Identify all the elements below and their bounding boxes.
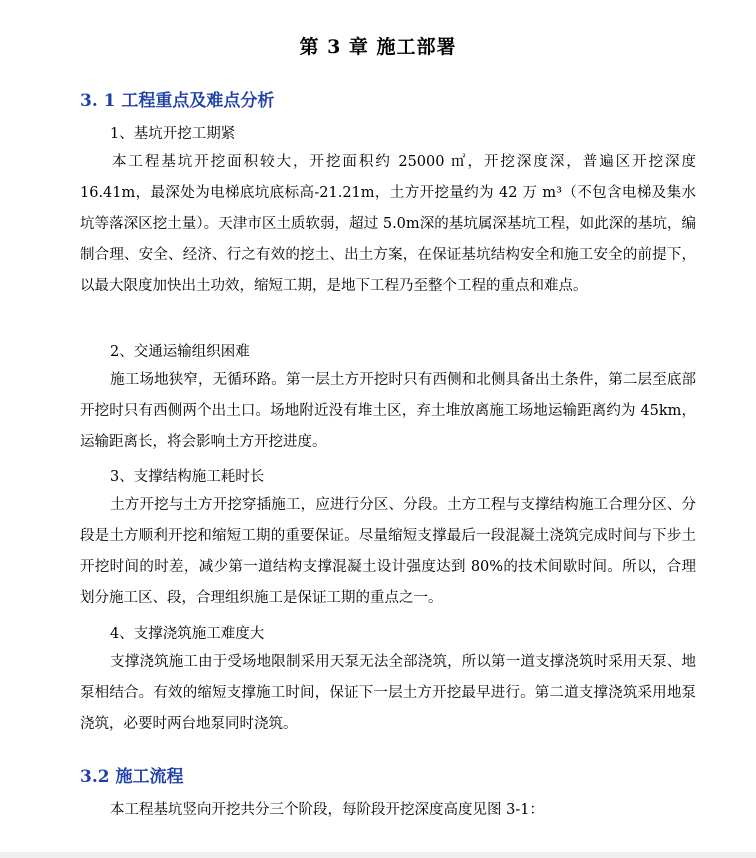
page-bottom-edge [0, 852, 756, 858]
paragraph-2 [80, 365, 696, 458]
chapter-title: 第 3 章 施工部署 [299, 36, 457, 58]
sub-heading-2: 2、交通运输组织困难 [110, 344, 250, 360]
section-title-3-2: 3.2 施工流程 [80, 767, 184, 787]
paragraph-3 [80, 490, 696, 614]
paragraph-2-text: 施工场地狭窄，无循环路。第一层土方开挖时只有西侧和北侧具备出土条件，第二层至底部开挖时只有西侧两个出土口。场地附近没有堆土区，弃土堆放离施工场地运输距离约为 45km，运输距离长，将会影响土方开挖进度。 [80, 372, 696, 450]
paragraph-1 [80, 147, 696, 302]
paragraph-4-text: 支撑浇筑施工由于受场地限制采用天泵无法全部浇筑，所以第一道支撑浇筑时采用天泵、地泵相结合。有效的缩短支撑施工时间，保证下一层土方开挖最早进行。第二道支撑浇筑采用地泵浇筑，必要时两台地泵同时浇筑。 [80, 654, 696, 732]
sub-heading-3: 3、支撑结构施工耗时长 [110, 469, 265, 485]
section-title-3-1: 3. 1 工程重点及难点分析 [80, 91, 275, 111]
sub-heading-1: 1、基坑开挖工期紧 [110, 126, 236, 142]
paragraph-5 [80, 795, 696, 826]
paragraph-3-text: 土方开挖与土方开挖穿插施工，应进行分区、分段。土方工程与支撑结构施工合理分区、分段是土方顺利开挖和缩短工期的重要保证。尽量缩短支撑最后一段混凝土浇筑完成时间与下步土开挖时间的时差，减少第一道结构支撑混凝土设计强度达到 80%的技术间歇时间。所以，合理划分施工区、段，合理组织施工是保证工期的重点之一。 [80, 497, 696, 606]
paragraph-5-text: 本工程基坑竖向开挖共分三个阶段，每阶段开挖深度高度见图 3-1： [110, 802, 544, 818]
paragraph-4 [80, 647, 696, 740]
sub-heading-4: 4、支撑浇筑施工难度大 [110, 626, 265, 642]
paragraph-1-text: 本工程基坑开挖面积较大，开挖面积约 25000 ㎡，开挖深度深，普遍区开挖深度 16.41m，最深处为电梯底坑底标高-21.21m，土方开挖量约为 42 万 m³（不包含电梯及集水坑等落深区挖土量）。天津市区土质软弱，超过 5.0m深的基坑属深基坑工程，如此深的基坑，编制合理、安全、经济、行之有效的挖土、出土方案，在保证基坑结构安全和施工安全的前提下，以最大限度加快出土功效，缩短工期，是地下工程乃至整个工程的重点和难点。 [80, 154, 696, 294]
